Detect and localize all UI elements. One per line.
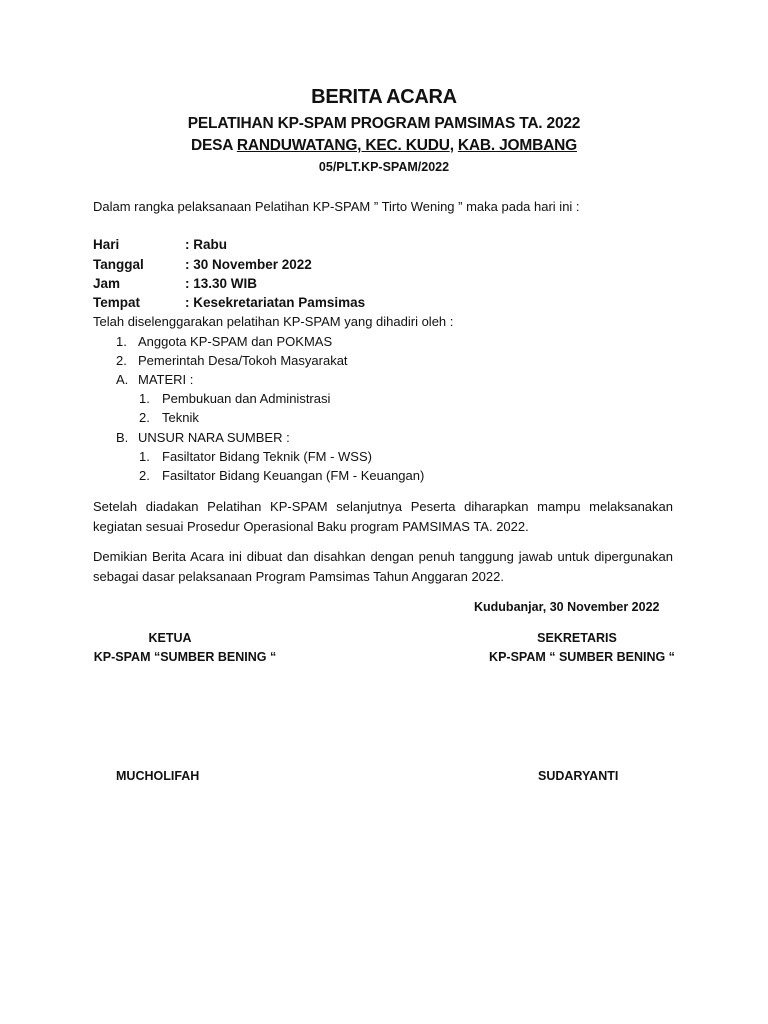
document-title: BERITA ACARA: [311, 86, 457, 108]
intro-text: Dalam rangka pelaksanaan Pelatihan KP-SPAM ” Tirto Wening ” maka pada hari ini :: [93, 199, 580, 214]
signature-right-name: SUDARYANTI: [538, 769, 619, 783]
attendee-number: 1.: [116, 334, 127, 349]
info-label-date: Tanggal: [93, 257, 144, 272]
paragraph-expectation: Setelah diadakan Pelatihan KP-SPAM selanjutnya Peserta diharapkan mampu melaksanakan kegiatan sesuai Prosedur Operasional Baku program PAMSIMAS TA. 2022.: [93, 499, 673, 534]
material-number: 1.: [139, 391, 150, 406]
location-separator: ,: [449, 137, 458, 154]
signature-left-role: KETUA: [148, 631, 192, 645]
speaker-item: Fasiltator Bidang Keuangan (FM - Keuangan): [162, 468, 425, 483]
document-number: 05/PLT.KP-SPAM/2022: [318, 160, 450, 174]
info-label-place: Tempat: [93, 295, 141, 310]
paragraph-closing: Demikian Berita Acara ini dibuat dan disahkan dengan penuh tanggung jawab untuk dipergunakan sebagai dasar pelaksanaan Program Pamsimas Tahun Anggaran 2022.: [93, 549, 673, 584]
document-subtitle: PELATIHAN KP-SPAM PROGRAM PAMSIMAS TA. 2022: [187, 115, 581, 132]
info-label-time: Jam: [93, 276, 121, 291]
location-regency: KAB. JOMBANG: [457, 137, 577, 154]
section-b-marker: B.: [116, 430, 129, 445]
section-b-title: UNSUR NARA SUMBER :: [138, 430, 290, 445]
attendee-number: 2.: [116, 353, 127, 368]
document-location: [0, 137, 768, 155]
info-value-place: : Kesekretariatan Pamsimas: [185, 295, 366, 310]
section-a-marker: A.: [116, 372, 129, 387]
speaker-number: 2.: [139, 468, 150, 483]
info-value-time: : 13.30 WIB: [185, 276, 258, 291]
material-item: Pembukuan dan Administrasi: [162, 391, 331, 406]
info-value-date: : 30 November 2022: [185, 257, 312, 272]
signature-right-org: KP-SPAM “ SUMBER BENING “: [489, 650, 675, 664]
location-prefix: DESA: [191, 137, 237, 154]
place-date: Kudubanjar, 30 November 2022: [474, 600, 660, 614]
location-village: RANDUWATANG, KEC. KUDU: [236, 137, 450, 154]
signature-left-name: MUCHOLIFAH: [116, 769, 200, 783]
speaker-item: Fasiltator Bidang Teknik (FM - WSS): [162, 449, 372, 464]
attendee-item: Pemerintah Desa/Tokoh Masyarakat: [138, 353, 348, 368]
attendee-item: Anggota KP-SPAM dan POKMAS: [138, 334, 333, 349]
signature-right-role: SEKRETARIS: [537, 631, 617, 645]
info-label-day: Hari: [93, 237, 120, 252]
material-number: 2.: [139, 410, 150, 425]
attended-line: Telah diselenggarakan pelatihan KP-SPAM yang dihadiri oleh :: [93, 314, 454, 329]
info-value-day: : Rabu: [185, 237, 227, 252]
speaker-number: 1.: [139, 449, 150, 464]
signature-left-org: KP-SPAM “SUMBER BENING “: [93, 650, 277, 664]
section-a-title: MATERI :: [138, 372, 194, 387]
material-item: Teknik: [162, 410, 199, 425]
